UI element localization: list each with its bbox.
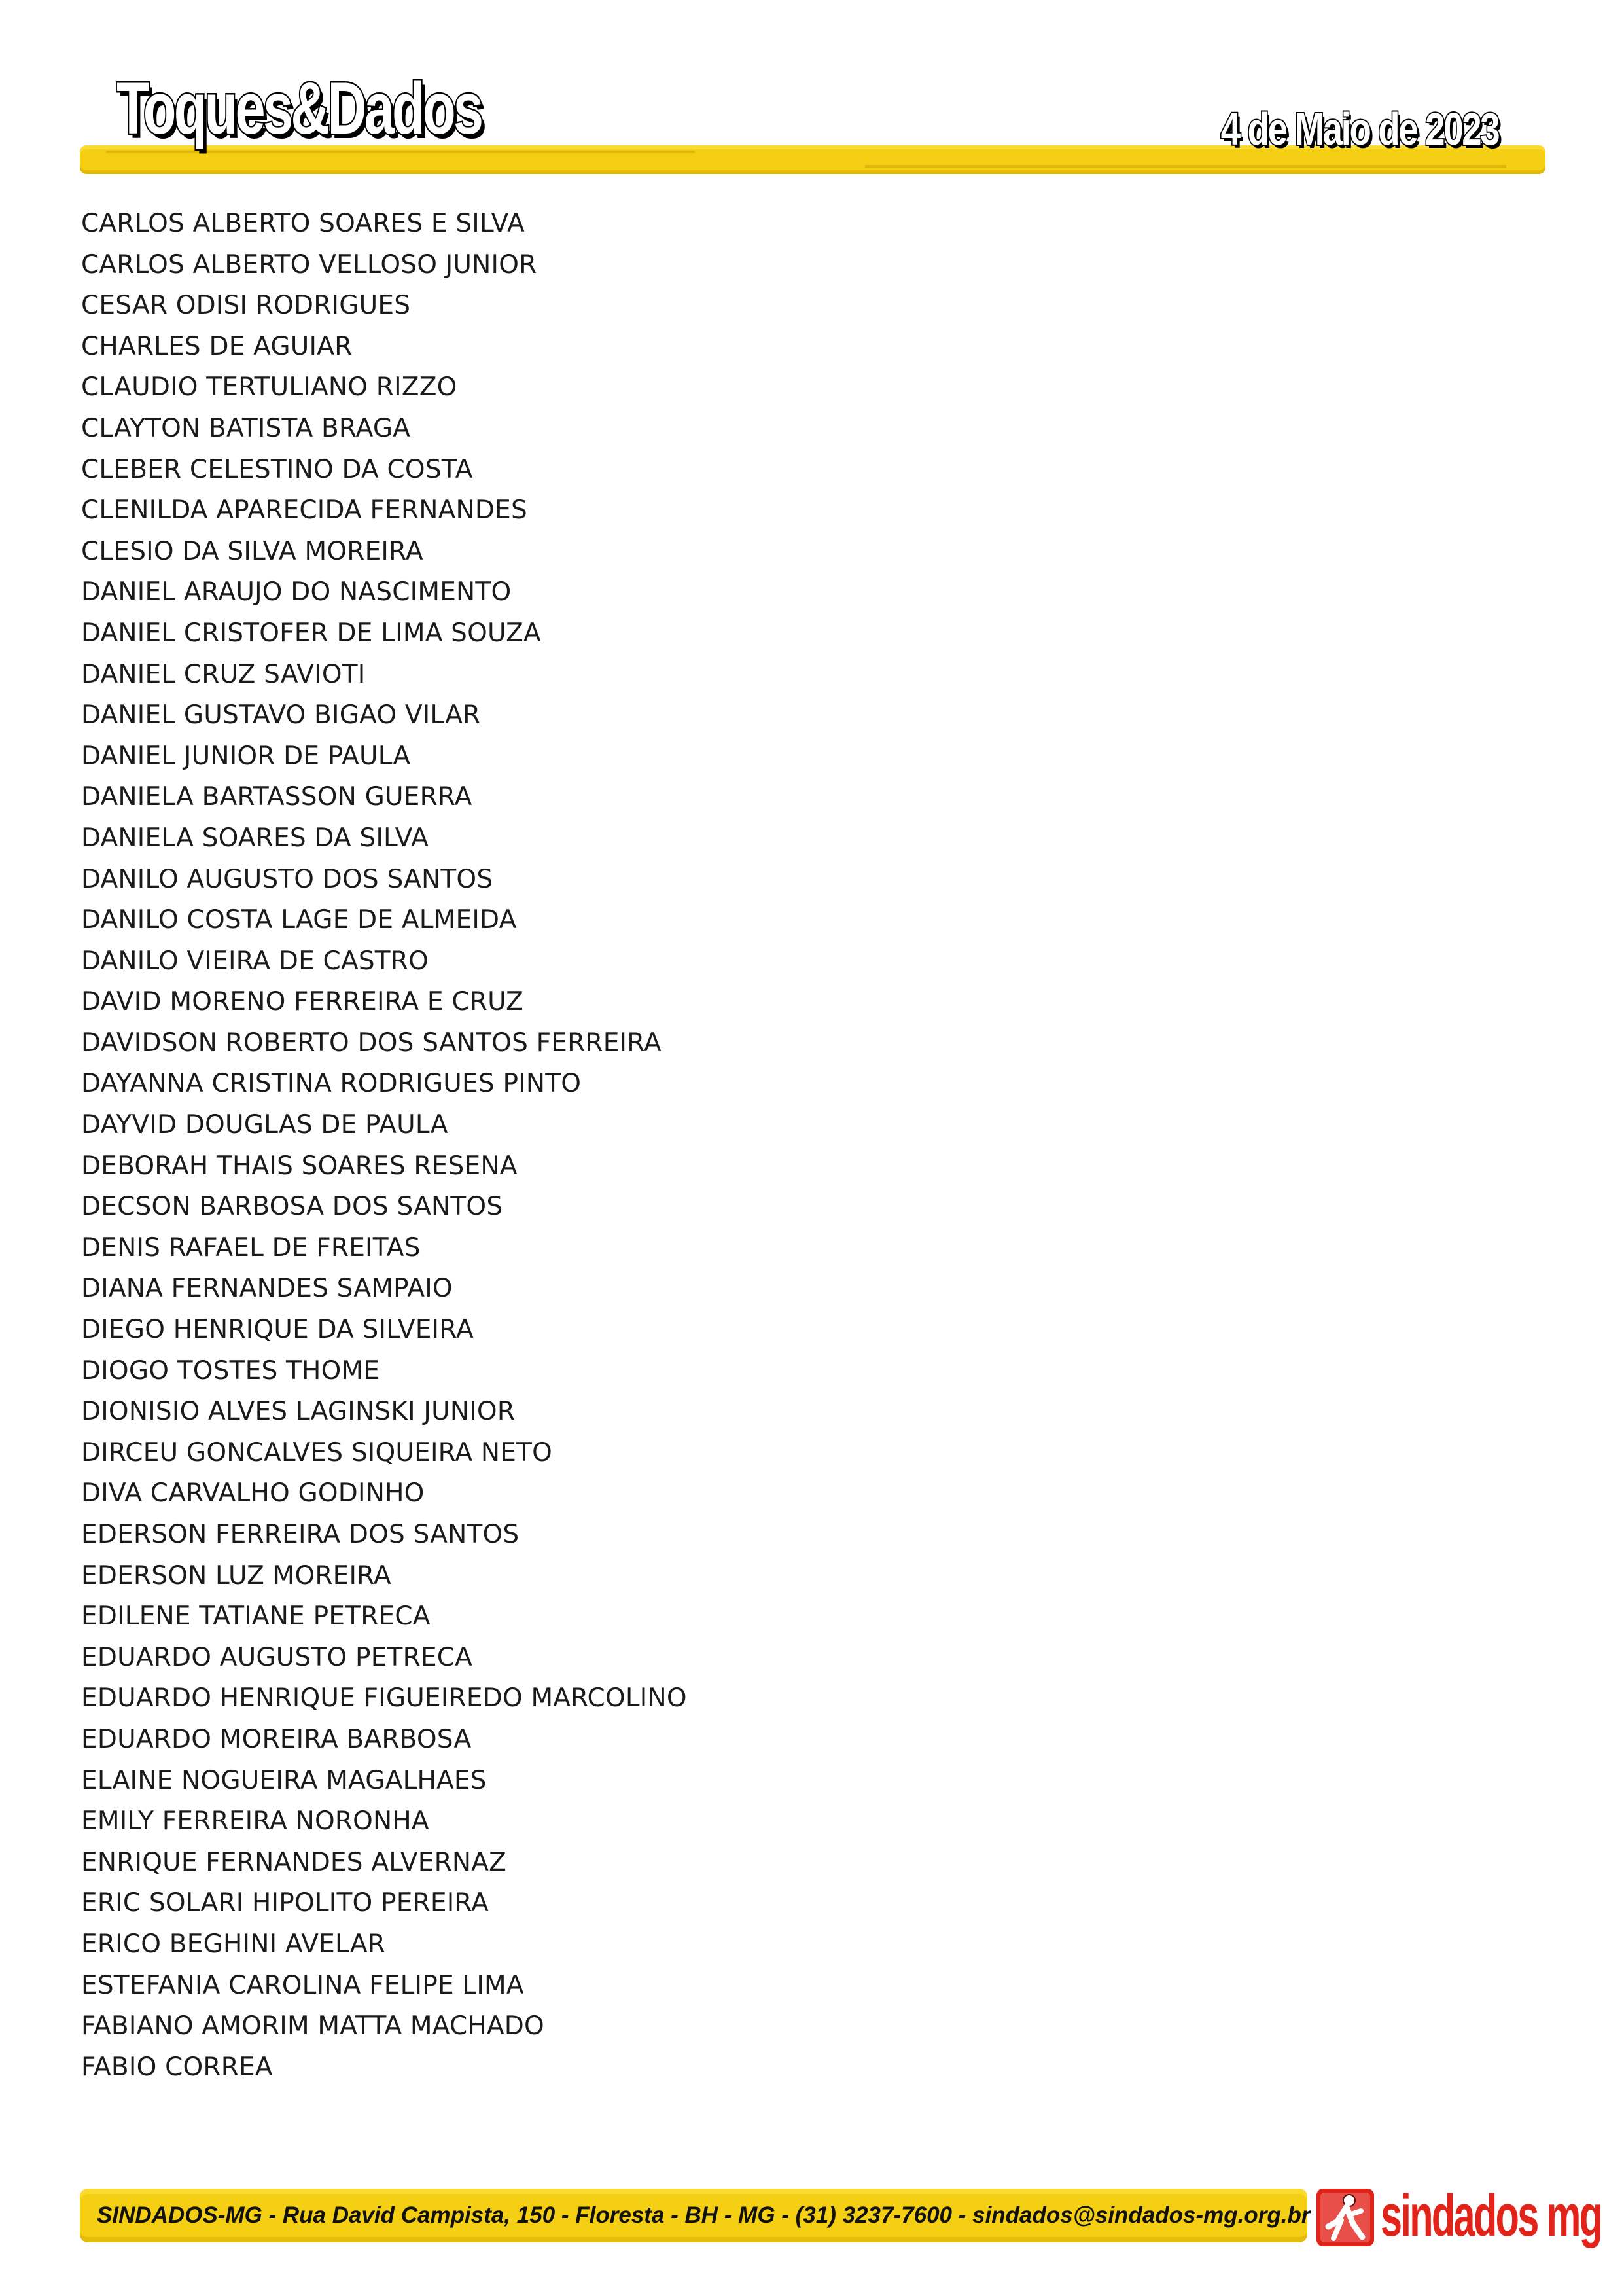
name-list-item: CLENILDA APARECIDA FERNANDES bbox=[81, 495, 527, 526]
name-list-item: FABIO CORREA bbox=[81, 2052, 273, 2082]
name-list-item: DIRCEU GONCALVES SIQUEIRA NETO bbox=[81, 1437, 552, 1467]
name-list-item: DANILO AUGUSTO DOS SANTOS bbox=[81, 864, 493, 894]
name-list-item: CLESIO DA SILVA MOREIRA bbox=[81, 536, 423, 566]
name-list-item: DIEGO HENRIQUE DA SILVEIRA bbox=[81, 1315, 474, 1345]
name-list-item: EMILY FERREIRA NORONHA bbox=[81, 1806, 429, 1837]
name-list-item: DANIEL GUSTAVO BIGAO VILAR bbox=[81, 700, 481, 730]
name-list-item: CARLOS ALBERTO SOARES E SILVA bbox=[81, 209, 525, 238]
name-list-item: ESTEFANIA CAROLINA FELIPE LIMA bbox=[81, 1970, 524, 2000]
name-list-item: CHARLES DE AGUIAR bbox=[81, 331, 353, 361]
name-list-item: ERIC SOLARI HIPOLITO PEREIRA bbox=[81, 1888, 489, 1918]
name-list-item: ENRIQUE FERNANDES ALVERNAZ bbox=[81, 1847, 507, 1877]
name-list-item: DANIEL ARAUJO DO NASCIMENTO bbox=[81, 577, 512, 607]
newsletter-title: Toques&Dados bbox=[116, 67, 482, 149]
name-list-item: DANIEL JUNIOR DE PAULA bbox=[81, 741, 411, 771]
name-list-item: DANIEL CRUZ SAVIOTI bbox=[81, 659, 366, 689]
name-list-item: EDERSON LUZ MOREIRA bbox=[81, 1560, 391, 1590]
name-list-item: EDILENE TATIANE PETRECA bbox=[81, 1602, 431, 1632]
sindados-emblem-icon bbox=[1315, 2187, 1375, 2248]
name-list-item: DIANA FERNANDES SAMPAIO bbox=[81, 1274, 453, 1304]
name-list-item: CARLOS ALBERTO VELLOSO JUNIOR bbox=[81, 249, 537, 279]
names-list bbox=[81, 204, 687, 2088]
page-header bbox=[0, 0, 1624, 183]
page-footer bbox=[0, 2160, 1624, 2265]
name-list-item: DENIS RAFAEL DE FREITAS bbox=[81, 1232, 421, 1263]
name-list-item: EDUARDO HENRIQUE FIGUEIREDO MARCOLINO bbox=[81, 1683, 687, 1713]
name-list-item: DAYANNA CRISTINA RODRIGUES PINTO bbox=[81, 1069, 582, 1099]
name-list-item: FABIANO AMORIM MATTA MACHADO bbox=[81, 2011, 544, 2041]
name-list-item: CLAUDIO TERTULIANO RIZZO bbox=[81, 372, 457, 403]
sindados-logo-text: sindados mg bbox=[1381, 2183, 1602, 2249]
name-list-item: DANILO VIEIRA DE CASTRO bbox=[81, 946, 429, 976]
name-list-item: DAYVID DOUGLAS DE PAULA bbox=[81, 1110, 448, 1140]
issue-date: 4 de Maio de 2023 bbox=[1220, 103, 1498, 154]
sindados-logo bbox=[1315, 2181, 1602, 2253]
name-list-item: DANIELA SOARES DA SILVA bbox=[81, 823, 429, 853]
name-list-item: DIONISIO ALVES LAGINSKI JUNIOR bbox=[81, 1397, 516, 1427]
name-list-item: DIOGO TOSTES THOME bbox=[81, 1355, 380, 1386]
name-list-item: EDUARDO MOREIRA BARBOSA bbox=[81, 1724, 472, 1754]
name-list-item: CESAR ODISI RODRIGUES bbox=[81, 291, 411, 321]
name-list-item: ELAINE NOGUEIRA MAGALHAES bbox=[81, 1765, 487, 1795]
name-list-item: DANIELA BARTASSON GUERRA bbox=[81, 782, 472, 812]
name-list-item: CLAYTON BATISTA BRAGA bbox=[81, 413, 411, 443]
footer-contact-line: SINDADOS-MG - Rua David Campista, 150 - Floresta - BH - MG - (31) 3237-7600 - sindados@sindados-mg.org.br bbox=[97, 2202, 1311, 2228]
name-list-item: ERICO BEGHINI AVELAR bbox=[81, 1929, 385, 1959]
name-list-item: DECSON BARBOSA DOS SANTOS bbox=[81, 1192, 503, 1222]
name-list-item: DANIEL CRISTOFER DE LIMA SOUZA bbox=[81, 618, 541, 648]
name-list-item: DEBORAH THAIS SOARES RESENA bbox=[81, 1151, 518, 1181]
name-list-item: EDUARDO AUGUSTO PETRECA bbox=[81, 1642, 473, 1672]
name-list-item: EDERSON FERREIRA DOS SANTOS bbox=[81, 1520, 520, 1549]
name-list-item: DIVA CARVALHO GODINHO bbox=[81, 1479, 425, 1509]
name-list-item: DANILO COSTA LAGE DE ALMEIDA bbox=[81, 905, 517, 935]
name-list-item: DAVIDSON ROBERTO DOS SANTOS FERREIRA bbox=[81, 1028, 662, 1058]
name-list-item: DAVID MORENO FERREIRA E CRUZ bbox=[81, 987, 524, 1017]
name-list-item: CLEBER CELESTINO DA COSTA bbox=[81, 454, 473, 484]
